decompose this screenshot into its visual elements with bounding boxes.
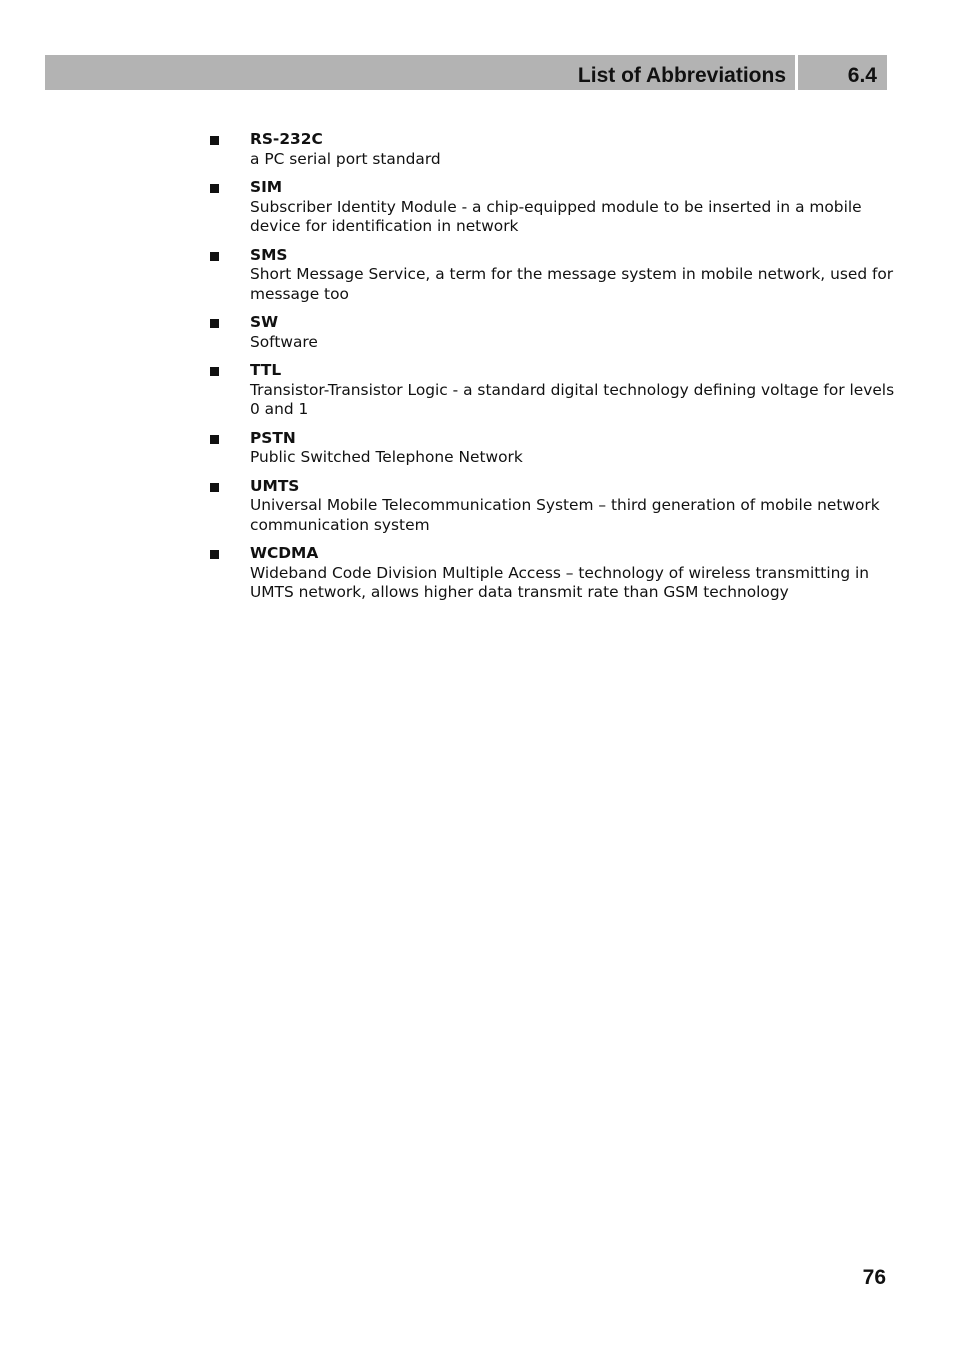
page-title: List of Abbreviations — [577, 63, 786, 87]
list-item — [209, 477, 899, 536]
square-bullet-icon — [210, 184, 219, 193]
list-item — [209, 544, 899, 603]
abbreviation-term: WCDMA — [250, 544, 319, 562]
list-item — [209, 429, 899, 468]
abbreviation-definition: Short Message Service, a term for the message system in mobile network, used for message too — [250, 265, 894, 303]
square-bullet-icon — [210, 319, 219, 328]
square-bullet-icon — [210, 367, 219, 376]
abbreviation-definition: a PC serial port standard — [250, 149, 441, 168]
list-item — [209, 313, 899, 352]
square-bullet-icon — [210, 136, 219, 145]
list-item — [209, 130, 899, 169]
abbreviation-definition: Public Switched Telephone Network — [250, 448, 523, 466]
square-bullet-icon — [210, 483, 219, 492]
abbreviation-term: PSTN — [250, 428, 296, 447]
abbreviation-term: SMS — [250, 245, 288, 264]
square-bullet-icon — [210, 435, 219, 444]
abbreviation-term: TTL — [250, 361, 282, 379]
abbreviation-term: RS-232C — [250, 130, 323, 148]
abbreviation-definition: Subscriber Identity Module - a chip-equipped module to be inserted in a mobile device for identification in network — [250, 197, 862, 235]
abbreviation-list — [209, 130, 899, 612]
abbreviation-definition: Universal Mobile Telecommunication System – third generation of mobile network communication system — [250, 496, 880, 534]
square-bullet-icon — [210, 550, 219, 559]
abbreviation-definition: Wideband Code Division Multiple Access – technology of wireless transmitting in UMTS network, allows higher data transmit rate than GSM technology — [250, 563, 870, 601]
abbreviation-definition: Software — [250, 332, 318, 351]
abbreviation-term: SW — [250, 313, 279, 331]
section-number: 6.4 — [847, 63, 877, 87]
list-item — [209, 178, 899, 237]
list-item — [209, 246, 899, 305]
abbreviation-term: SIM — [250, 178, 283, 196]
header-title-cell — [45, 55, 795, 90]
page-number: 76 — [862, 1266, 886, 1289]
header-number-cell — [798, 55, 887, 90]
section-header — [45, 55, 887, 90]
abbreviation-definition: Transistor-Transistor Logic - a standard digital technology defining voltage for levels 0 and 1 — [250, 380, 895, 418]
list-item — [209, 361, 899, 420]
square-bullet-icon — [210, 252, 219, 261]
abbreviation-term: UMTS — [250, 476, 300, 495]
